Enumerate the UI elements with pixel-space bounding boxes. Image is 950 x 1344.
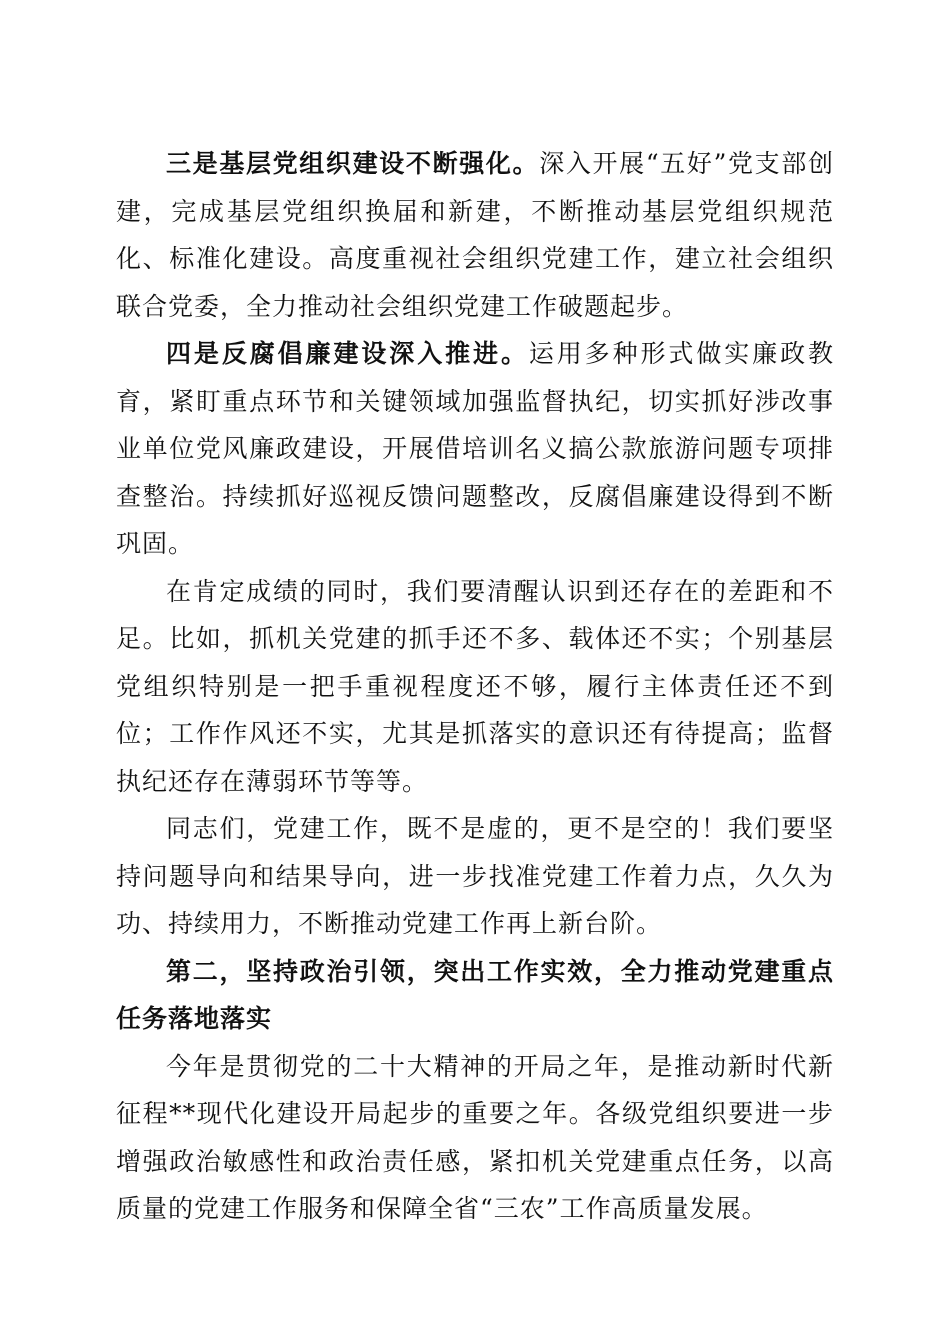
paragraph-comrades bbox=[116, 805, 834, 948]
paragraph-grassroots-organization bbox=[116, 140, 834, 330]
paragraph-anti-corruption bbox=[116, 330, 834, 568]
document-body bbox=[116, 140, 834, 1233]
paragraph-text: 今年是贯彻党的二十大精神的开局之年，是推动新时代新征程**现代化建设开局起步的重要之年。各级党组织要进一步增强政治敏感性和政治责任感，紧扣机关党建重点任务，以高质量的党建工作服务和保障全省“三农”工作高质量发展。 bbox=[116, 1051, 834, 1223]
paragraph-text: 深入开展“五好”党支部创建，完成基层党组织换届和新建，不断推动基层党组织规范化、标准化建设。高度重视社会组织党建工作，建立社会组织联合党委，全力推动社会组织党建工作破题起步。 bbox=[116, 149, 834, 321]
paragraph-this-year bbox=[116, 1043, 834, 1233]
paragraph-text: 在肯定成绩的同时，我们要清醒认识到还存在的差距和不足。比如，抓机关党建的抓手还不多、载体还不实；个别基层党组织特别是一把手重视程度还不够，履行主体责任还不到位；工作作风还不实，尤其是抓落实的意识还有待提高；监督执纪还存在薄弱环节等等。 bbox=[116, 576, 834, 796]
paragraph-lead: 四是反腐倡廉建设深入推进。 bbox=[166, 339, 529, 368]
paragraph-text: 同志们，党建工作，既不是虚的，更不是空的！我们要坚持问题导向和结果导向，进一步找准党建工作着力点，久久为功、持续用力，不断推动党建工作再上新台阶。 bbox=[116, 814, 834, 938]
section-heading-second bbox=[116, 948, 834, 1043]
paragraph-text: 运用多种形式做实廉政教育，紧盯重点环节和关键领域加强监督执纪，切实抓好涉改事业单位党风廉政建设，开展借培训名义搞公款旅游问题专项排查整治。持续抓好巡视反馈问题整改，反腐倡廉建设得到不断巩固。 bbox=[116, 339, 834, 558]
paragraph-lead: 三是基层党组织建设不断强化。 bbox=[166, 149, 540, 178]
section-heading-text: 第二，坚持政治引领，突出工作实效，全力推动党建重点任务落地落实 bbox=[116, 956, 834, 1033]
paragraph-shortcomings bbox=[116, 568, 834, 806]
